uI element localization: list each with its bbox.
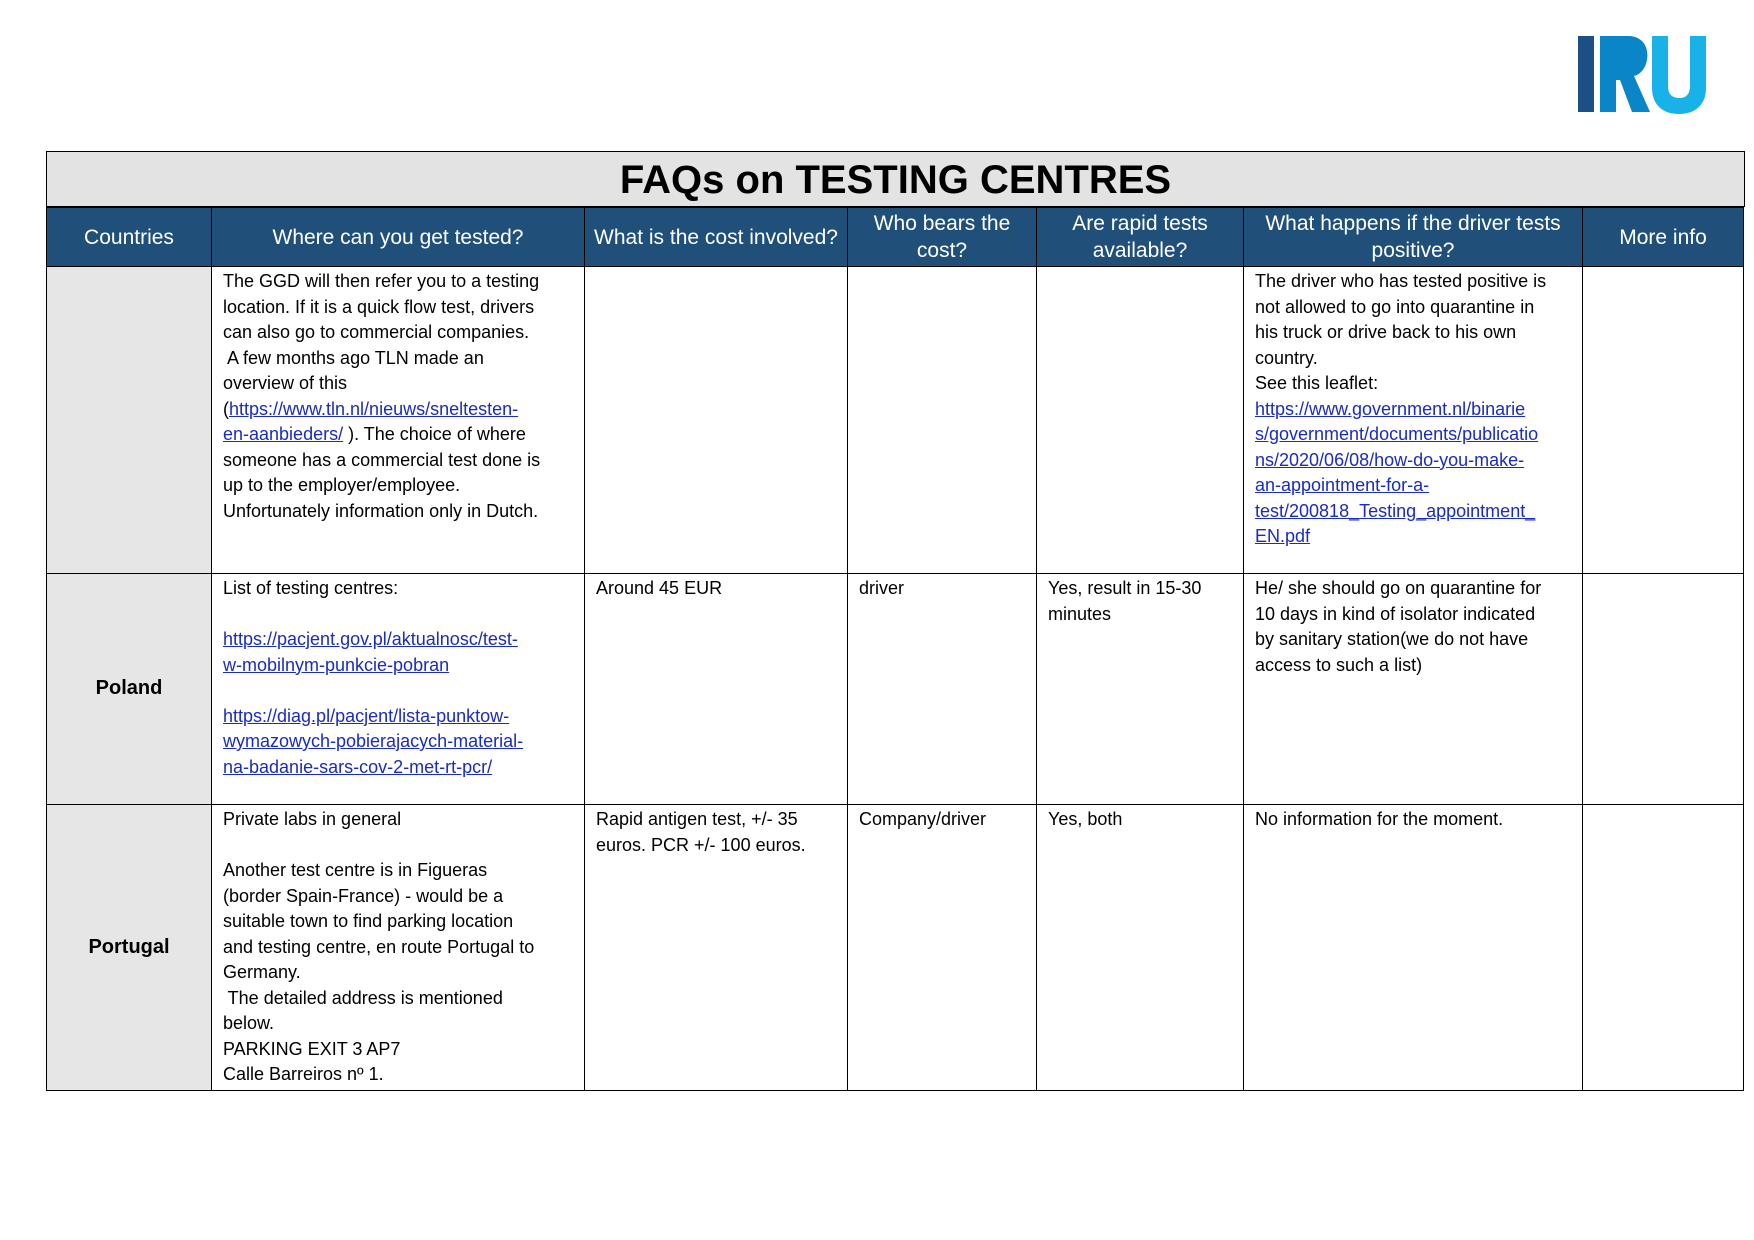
table-row <box>47 574 1744 805</box>
positive-cell <box>1244 267 1583 574</box>
diag-link[interactable]: wymazowych-pobierajacych-material- <box>223 731 524 751</box>
diag-link[interactable]: na-badanie-sars-cov-2-met-rt-pcr/ <box>223 756 493 777</box>
text-line: The GGD will then refer you to a testing <box>223 271 540 291</box>
document-title: FAQs on TESTING CENTRES <box>46 151 1745 207</box>
logo-letter-u <box>1652 36 1706 114</box>
diag-link[interactable]: https://diag.pl/pacjent/lista-punktow- <box>223 705 510 726</box>
header-where-tested: Where can you get tested? <box>212 208 585 267</box>
text-line: someone has a commercial test done is <box>223 449 541 470</box>
who-cell: driver <box>848 574 1037 805</box>
text-line: Unfortunately information only in Dutch. <box>223 500 539 521</box>
table-row <box>47 267 1744 574</box>
text-line <box>223 397 573 423</box>
government-leaflet-link[interactable]: test/200818_Testing_appointment_ <box>1255 500 1536 521</box>
cost-cell <box>585 805 848 1091</box>
blank-line <box>223 833 573 859</box>
blank-line <box>223 678 573 704</box>
where-cell <box>212 805 585 1091</box>
more-info-cell <box>1583 267 1744 574</box>
text-line: access to such a list) <box>1255 654 1423 675</box>
cost-cell: Around 45 EUR <box>585 574 848 805</box>
more-info-cell <box>1583 805 1744 1091</box>
tln-link[interactable]: https://www.tln.nl/nieuws/sneltesten- <box>229 398 519 419</box>
country-cell <box>47 267 212 574</box>
text-line: Private labs in general <box>223 809 402 829</box>
header-rapid-tests: Are rapid tests available? <box>1037 208 1244 267</box>
text-line: location. If it is a quick flow test, drivers <box>223 296 535 317</box>
text-line: Germany. <box>223 962 301 982</box>
text-line: euros. PCR +/- 100 euros. <box>596 834 806 855</box>
rapid-cell <box>1037 267 1244 574</box>
text-line: List of testing centres: <box>223 578 399 598</box>
text-line: not allowed to go into quarantine in <box>1255 296 1535 317</box>
tln-link-cont[interactable]: en-aanbieders/ <box>223 424 344 444</box>
cost-cell <box>585 267 848 574</box>
government-leaflet-link[interactable]: https://www.government.nl/binarie <box>1255 398 1526 419</box>
more-info-cell <box>1583 574 1744 805</box>
text-line: Another test centre is in Figueras <box>223 860 488 880</box>
government-leaflet-link[interactable]: EN.pdf <box>1255 526 1311 546</box>
iru-logo <box>1578 34 1706 114</box>
text-line: Rapid antigen test, +/- 35 <box>596 809 798 829</box>
text-line: (border Spain-France) - would be a <box>223 885 504 906</box>
logo-letter-i <box>1578 36 1594 112</box>
government-leaflet-link[interactable]: an-appointment-for-a- <box>1255 475 1430 495</box>
text-line: PARKING EXIT 3 AP7 <box>223 1038 401 1059</box>
text-after-link: ). The choice of where <box>343 424 526 444</box>
pacjent-link[interactable]: w-mobilnym-punkcie-pobran <box>223 654 450 675</box>
text-line: The driver who has tested positive is <box>1255 271 1547 291</box>
text-line: overview of this <box>223 373 348 393</box>
text-line: suitable town to find parking location <box>223 911 514 931</box>
header-who-bears-cost: Who bears the cost? <box>848 208 1037 267</box>
text-line: Yes, result in 15-30 <box>1048 578 1202 598</box>
header-more-info: More info <box>1583 208 1744 267</box>
table-header-row <box>47 208 1744 267</box>
text-line: The detailed address is mentioned <box>223 987 503 1008</box>
text-line: his truck or drive back to his own <box>1255 322 1517 342</box>
country-cell: Poland <box>47 574 212 805</box>
positive-cell: No information for the moment. <box>1244 805 1583 1091</box>
text-line: See this leaflet: <box>1255 373 1379 393</box>
rapid-cell <box>1037 574 1244 805</box>
faq-table <box>46 207 1744 1091</box>
text-line <box>223 422 573 448</box>
positive-cell <box>1244 574 1583 805</box>
text-line: Calle Barreiros nº 1. <box>223 1064 384 1084</box>
where-cell <box>212 267 585 574</box>
text-line: minutes <box>1048 603 1112 624</box>
text-line: 10 days in kind of isolator indicated <box>1255 603 1536 624</box>
government-leaflet-link[interactable]: s/government/documents/publicatio <box>1255 424 1539 444</box>
text-line: below. <box>223 1013 275 1033</box>
text-line: country. <box>1255 347 1318 368</box>
rapid-cell: Yes, both <box>1037 805 1244 1091</box>
who-cell: Company/driver <box>848 805 1037 1091</box>
country-cell: Portugal <box>47 805 212 1091</box>
pacjent-link[interactable]: https://pacjent.gov.pl/aktualnosc/test- <box>223 629 518 649</box>
who-cell <box>848 267 1037 574</box>
header-cost: What is the cost involved? <box>585 208 848 267</box>
blank-line <box>223 602 573 628</box>
paren-open: ( <box>223 398 229 419</box>
text-line: and testing centre, en route Portugal to <box>223 936 535 957</box>
logo-letter-r <box>1600 36 1650 112</box>
text-line: by sanitary station(we do not have <box>1255 629 1529 649</box>
text-line: He/ she should go on quarantine for <box>1255 578 1542 598</box>
text-line: can also go to commercial companies. <box>223 322 530 342</box>
text-line: up to the employer/employee. <box>223 475 461 495</box>
header-positive: What happens if the driver tests positive? <box>1244 208 1583 267</box>
header-countries: Countries <box>47 208 212 267</box>
text-line: A few months ago TLN made an <box>223 347 484 368</box>
table-row <box>47 805 1744 1091</box>
where-cell <box>212 574 585 805</box>
government-leaflet-link[interactable]: ns/2020/06/08/how-do-you-make- <box>1255 449 1525 470</box>
